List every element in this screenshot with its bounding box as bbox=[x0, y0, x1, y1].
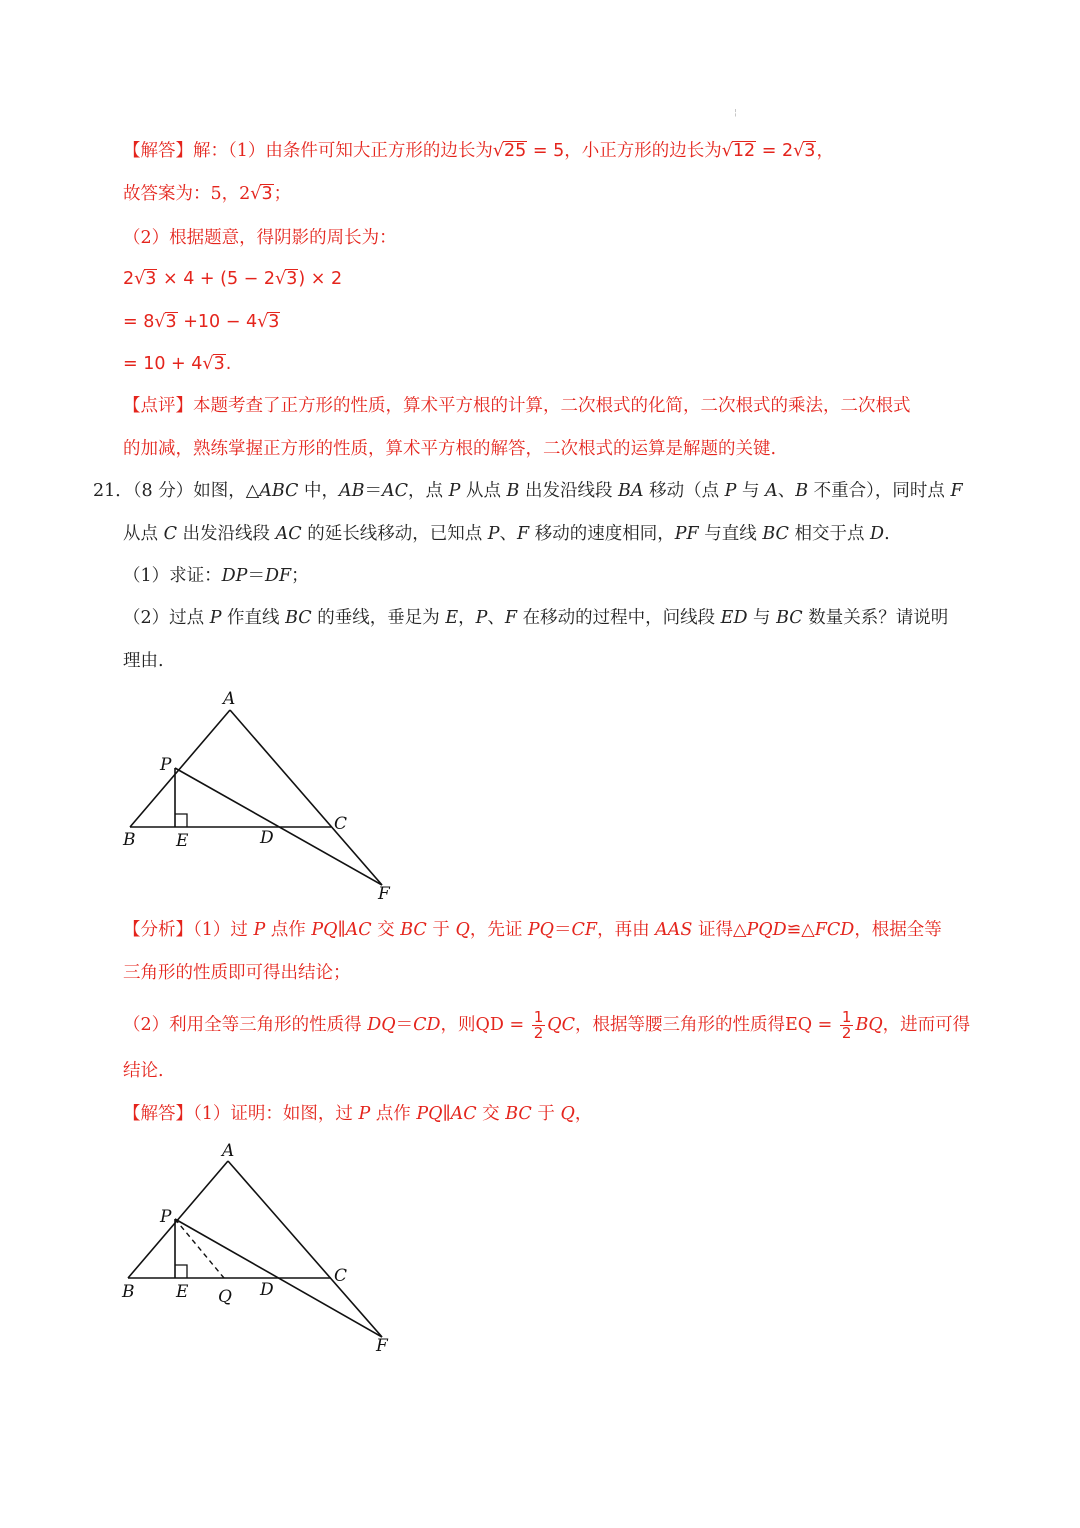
radicand: 3 bbox=[261, 184, 273, 204]
comment-line-2: 的加减，熟练掌握正方形的性质，算术平方根的解答，二次根式的运算是解题的关键. bbox=[123, 439, 777, 459]
segment-BA bbox=[130, 710, 230, 827]
text: . bbox=[225, 354, 232, 374]
question-21-part-2-cont: 理由. bbox=[123, 651, 164, 671]
text: 21．（8 分）如图，△ bbox=[93, 481, 260, 501]
text: 不重合），同时点 bbox=[808, 481, 951, 501]
answer-line-6: = 10 + 4√3. bbox=[123, 354, 232, 374]
label-F: F bbox=[376, 1336, 388, 1356]
text: ， bbox=[458, 608, 476, 628]
text: （1）过 bbox=[193, 920, 254, 940]
text: ≌△ bbox=[786, 920, 815, 940]
var: ABC bbox=[259, 481, 299, 501]
right-angle-mark bbox=[175, 814, 187, 827]
solution-tag: 【解答】 bbox=[123, 1104, 193, 1124]
var: F bbox=[504, 608, 518, 628]
right-angle-mark bbox=[175, 1265, 187, 1278]
var: ED bbox=[720, 608, 748, 628]
text: +10 − 4 bbox=[177, 312, 258, 332]
analysis-line-1 bbox=[123, 918, 942, 942]
text: ＝ bbox=[395, 1015, 414, 1035]
text: ； bbox=[273, 184, 292, 204]
var: PQD bbox=[746, 920, 787, 940]
text: ； bbox=[291, 566, 309, 586]
text: 在移动的过程中，问线段 bbox=[517, 608, 721, 628]
text: ，点 bbox=[408, 481, 449, 501]
comment-line-1 bbox=[123, 394, 911, 418]
text: 点作 bbox=[265, 920, 312, 940]
question-21-part-2 bbox=[123, 606, 948, 630]
var: PF bbox=[674, 524, 699, 544]
text: ，先证 bbox=[469, 920, 528, 940]
var: FCD bbox=[814, 920, 855, 940]
text: 证得△ bbox=[692, 920, 747, 940]
text: （1）证明：如图，过 bbox=[193, 1104, 359, 1124]
label-A: A bbox=[223, 689, 236, 709]
label-B: B bbox=[122, 1282, 135, 1302]
radicand: 3 bbox=[286, 269, 298, 289]
var: BC bbox=[762, 524, 789, 544]
text: = 5，小正方形的边长为 bbox=[527, 141, 722, 161]
label-C: C bbox=[334, 1266, 348, 1286]
text: 与 bbox=[736, 481, 766, 501]
analysis-line-2: 三角形的性质即可得出结论； bbox=[123, 963, 351, 983]
figure-2 bbox=[110, 1135, 410, 1360]
denominator: 2 bbox=[533, 1024, 544, 1042]
segment-PQ-dashed bbox=[175, 1219, 224, 1278]
segment-BA bbox=[128, 1161, 228, 1278]
var: B bbox=[506, 481, 520, 501]
answer-tag: 【解答】 bbox=[123, 141, 193, 161]
label-C: C bbox=[334, 814, 348, 834]
analysis-line-4: 结论. bbox=[123, 1061, 164, 1081]
radicand: 3 bbox=[804, 141, 816, 161]
text: 相交于点 bbox=[788, 524, 871, 544]
label-D: D bbox=[260, 1280, 274, 1300]
label-E: E bbox=[176, 1282, 189, 1302]
text: （2）过点 bbox=[123, 608, 210, 628]
text: 解：（1）由条件可知大正方形的边长为 bbox=[193, 141, 493, 161]
text: 于 bbox=[531, 1104, 561, 1124]
radicand: 3 bbox=[165, 312, 177, 332]
fraction-half bbox=[532, 1010, 546, 1041]
math-sqrt25: √25 = 5，小正方形的边长为√12 = 2√3 bbox=[492, 141, 816, 161]
text: 交 bbox=[476, 1104, 506, 1124]
label-B: B bbox=[123, 830, 136, 850]
var: BC bbox=[505, 1104, 532, 1124]
text: 点作 bbox=[370, 1104, 417, 1124]
numerator: 1 bbox=[533, 1008, 544, 1026]
text: 本题考查了正方形的性质，算术平方根的计算，二次根式的化简，二次根式的乘法，二次根式 bbox=[193, 396, 911, 416]
segment-AF bbox=[228, 1161, 382, 1337]
text: = 10 + 4 bbox=[123, 354, 203, 374]
text: ，进而可得 bbox=[882, 1015, 971, 1035]
text: ) × 2 bbox=[298, 269, 343, 289]
var: BQ bbox=[855, 1015, 883, 1035]
text: 从点 bbox=[460, 481, 507, 501]
label-P: P bbox=[160, 1207, 172, 1227]
question-21-line-2 bbox=[123, 522, 890, 546]
text: 、 bbox=[487, 608, 505, 628]
answer-line-1 bbox=[123, 139, 834, 163]
text: 2 bbox=[123, 269, 135, 289]
var: DQ bbox=[367, 1015, 396, 1035]
var: PQ∥AC bbox=[311, 920, 372, 940]
text: ， bbox=[816, 141, 834, 161]
text: ＝ bbox=[247, 566, 265, 586]
radicand: 12 bbox=[732, 141, 756, 161]
var: BA bbox=[618, 481, 644, 501]
var: PQ∥AC bbox=[416, 1104, 477, 1124]
math: √3 bbox=[250, 184, 273, 204]
analysis-line-3 bbox=[123, 1008, 970, 1042]
var: DP bbox=[221, 566, 248, 586]
text: （1）求证： bbox=[123, 566, 222, 586]
text: ， bbox=[574, 1104, 593, 1124]
var: BC bbox=[400, 920, 427, 940]
var: P bbox=[358, 1104, 371, 1124]
comment-tag: 【点评】 bbox=[123, 396, 193, 416]
label-F: F bbox=[378, 884, 390, 904]
text: 移动（点 bbox=[643, 481, 725, 501]
text: 故答案为：5，2 bbox=[123, 184, 251, 204]
text: 与直线 bbox=[698, 524, 763, 544]
text: ，再由 bbox=[597, 920, 656, 940]
text: 作直线 bbox=[221, 608, 286, 628]
text: ，根据全等 bbox=[854, 920, 942, 940]
text: （2）利用全等三角形的性质得 bbox=[123, 1015, 368, 1035]
answer-line-3: （2）根据题意，得阴影的周长为： bbox=[123, 228, 397, 248]
var: Q bbox=[560, 1104, 575, 1124]
text: 移动的速度相同， bbox=[529, 524, 675, 544]
answer-line-4: 2√3 × 4 + (5 − 2√3) × 2 bbox=[123, 269, 343, 289]
text: 的延长线移动，已知点 bbox=[301, 524, 488, 544]
fraction-half bbox=[840, 1010, 854, 1041]
var: P bbox=[448, 481, 461, 501]
label-P: P bbox=[160, 755, 172, 775]
text: . bbox=[884, 524, 890, 544]
var: D bbox=[870, 524, 885, 544]
segment-AF bbox=[230, 710, 382, 885]
text: 交 bbox=[371, 920, 401, 940]
var: P bbox=[209, 608, 222, 628]
var: Q bbox=[455, 920, 470, 940]
var: C bbox=[163, 524, 177, 544]
var: DF bbox=[264, 566, 292, 586]
text: 、 bbox=[499, 524, 518, 544]
var: B bbox=[795, 481, 809, 501]
var: P bbox=[724, 481, 737, 501]
label-E: E bbox=[176, 831, 189, 851]
figure-1 bbox=[110, 680, 410, 905]
text: = 8 bbox=[123, 312, 155, 332]
answer-line-5: = 8√3 +10 − 4√3 bbox=[123, 312, 280, 332]
denominator: 2 bbox=[841, 1024, 852, 1042]
text: ，根据等腰三角形的性质得EQ = bbox=[574, 1015, 838, 1035]
analysis-tag: 【分析】 bbox=[123, 920, 193, 940]
var: E bbox=[445, 608, 459, 628]
text: ＝ bbox=[554, 920, 572, 940]
var: AB bbox=[338, 481, 365, 501]
text: ＝ bbox=[364, 481, 382, 501]
page-mark: ¦ bbox=[734, 108, 737, 117]
label-Q: Q bbox=[218, 1287, 232, 1307]
label-A: A bbox=[222, 1141, 235, 1161]
text: 出发沿线段 bbox=[176, 524, 276, 544]
label-D: D bbox=[260, 828, 274, 848]
var: A bbox=[765, 481, 778, 501]
var: F bbox=[950, 481, 963, 501]
answer-line-2 bbox=[123, 182, 291, 206]
radicand: 3 bbox=[268, 312, 280, 332]
text: 的垂线，垂足为 bbox=[311, 608, 446, 628]
text: 于 bbox=[426, 920, 456, 940]
var: P bbox=[253, 920, 266, 940]
var: AC bbox=[381, 481, 409, 501]
text: 从点 bbox=[123, 524, 164, 544]
var: CD bbox=[413, 1015, 441, 1035]
text: 出发沿线段 bbox=[519, 481, 619, 501]
var: F bbox=[517, 524, 530, 544]
question-21-line-1 bbox=[93, 479, 963, 503]
question-21-part-1 bbox=[123, 564, 309, 588]
radicand: 3 bbox=[145, 269, 157, 289]
var: QC bbox=[547, 1015, 575, 1035]
var: AC bbox=[275, 524, 302, 544]
var: P bbox=[487, 524, 500, 544]
text: 中， bbox=[298, 481, 339, 501]
text: 数量关系？请说明 bbox=[802, 608, 949, 628]
var: AAS bbox=[655, 920, 693, 940]
var: CF bbox=[571, 920, 598, 940]
var: P bbox=[475, 608, 488, 628]
radicand: 3 bbox=[213, 354, 225, 374]
var: BC bbox=[285, 608, 312, 628]
text: 、 bbox=[777, 481, 796, 501]
text: 与 bbox=[747, 608, 777, 628]
text: = 2 bbox=[756, 141, 794, 161]
var: BC bbox=[776, 608, 803, 628]
numerator: 1 bbox=[841, 1008, 852, 1026]
var: PQ bbox=[527, 920, 555, 940]
radicand: 25 bbox=[504, 141, 527, 161]
solution-line-1 bbox=[123, 1102, 592, 1126]
text: ，则QD = bbox=[440, 1015, 530, 1035]
text: × 4 + (5 − 2 bbox=[157, 269, 276, 289]
